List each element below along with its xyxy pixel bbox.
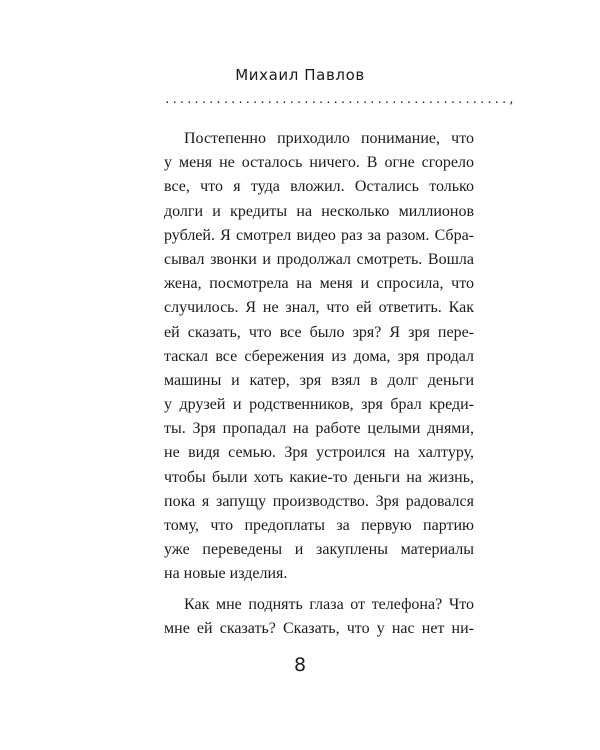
text-line: ей сказать, что все было зря? Я зря пере- — [164, 323, 474, 341]
text-line: ты. Зря пропадал на работе целыми днями, — [164, 420, 474, 438]
text-line: таскал все сбережения из дома, зря продал — [164, 347, 474, 365]
text-line: на новые изделия. — [164, 565, 288, 583]
text-line: чтобы были хоть какие-то деньги на жизнь, — [164, 468, 474, 486]
text-line: долги и кредиты на несколько миллионов — [164, 202, 474, 220]
page-number: 8 — [293, 654, 307, 676]
text-line: рублей. Я смотрел видео раз за разом. Сбра- — [164, 226, 474, 244]
text-line: пока я запущу производство. Зря радовался — [164, 492, 474, 510]
body-text — [164, 127, 474, 641]
running-head-author: Михаил Павлов — [235, 66, 365, 84]
text-line: тому, что предоплаты за первую партию — [164, 517, 474, 534]
text-line: не видя семью. Зря устроился на халтуру, — [164, 444, 474, 462]
text-line: Как мне поднять глаза от телефона? Что — [184, 595, 474, 613]
text-line: у друзей и родственников, зря брал креди- — [164, 396, 474, 414]
text-line: сывал звонки и продолжал смотреть. Вошла — [164, 250, 474, 268]
text-line: у меня не осталось ничего. В огне сгорело — [164, 154, 474, 172]
header-divider: ..............................................., — [164, 93, 516, 106]
text-line: жена, посмотрела на меня и спросила, что — [164, 275, 474, 293]
text-line: машины и катер, зря взял в долг деньги — [164, 371, 474, 389]
paragraph-1 — [164, 127, 474, 587]
text-line: мне ей сказать? Сказать, что у нас нет ни- — [164, 619, 474, 637]
text-line: Постепенно приходило понимание, что — [184, 130, 474, 147]
text-line: все, что я туда вложил. Остались только — [164, 178, 474, 196]
paragraph-2 — [164, 593, 474, 641]
text-line: случилось. Я не знал, что ей ответить. Как — [164, 299, 474, 317]
text-line: уже переведены и закуплены материалы — [164, 541, 474, 559]
